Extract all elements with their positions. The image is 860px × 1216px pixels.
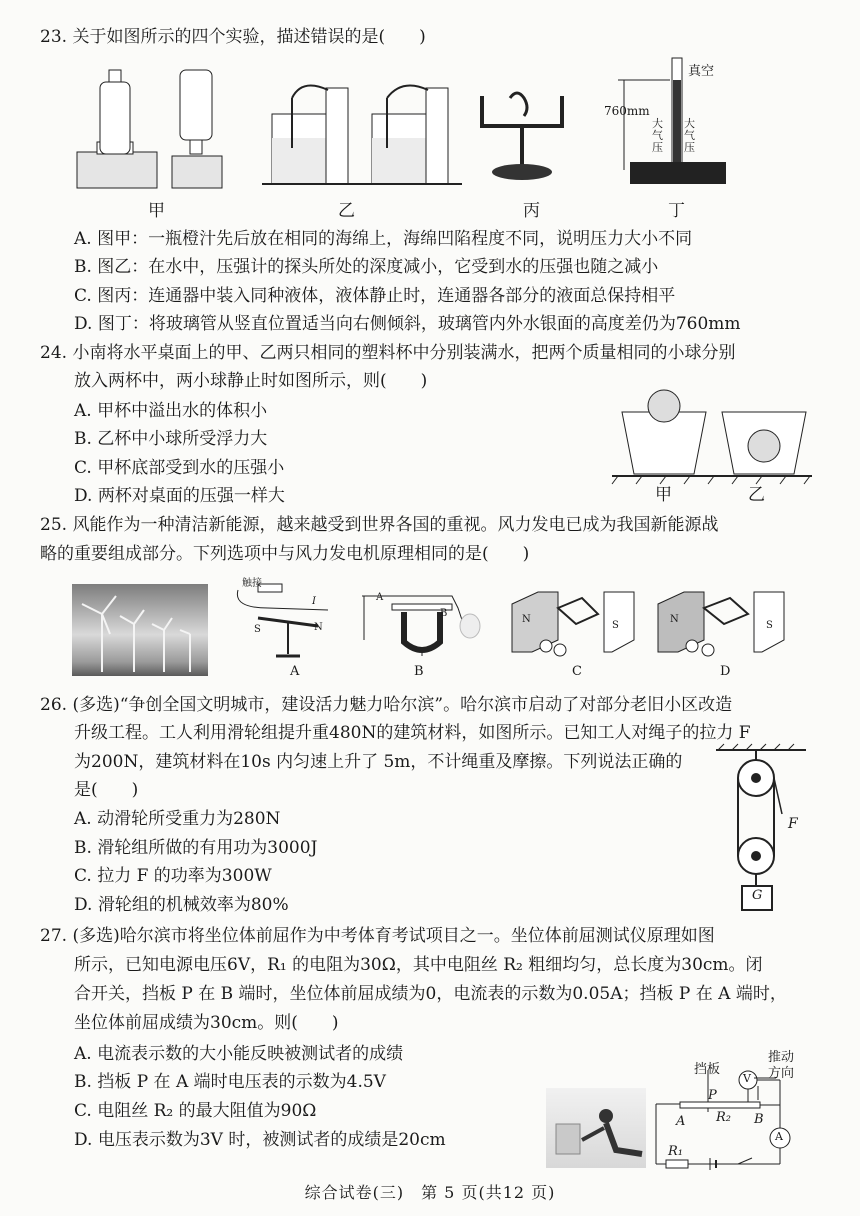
q23-label-vacuum: 真空 <box>688 64 715 79</box>
q23-caption-ding: 丁 <box>668 201 685 221</box>
q25-caption-a: A <box>290 664 300 679</box>
q27-label-push-2: 方向 <box>768 1066 795 1081</box>
q27-option-d: D. 电压表示数为3V 时，被测试者的成绩是20cm <box>74 1130 446 1150</box>
q27-label-a-end: A <box>676 1114 686 1129</box>
q25-a-label-current: I <box>312 596 316 607</box>
q27-label-ammeter: A <box>775 1130 783 1143</box>
q26-option-d: D. 滑轮组的机械效率为80% <box>74 895 289 915</box>
q25-d-label-n: N <box>670 614 679 625</box>
q27-label-r2: R₂ <box>716 1110 731 1125</box>
q25-c-label-n: N <box>522 614 531 625</box>
q27-option-c: C. 电阻丝 R₂ 的最大阻值为90Ω <box>74 1101 317 1121</box>
q23-option-c: C. 图丙：连通器中装入同种液体，液体静止时，连通器各部分的液面总保持相平 <box>74 286 676 306</box>
q23-label-atm-left: 大气压 <box>652 117 663 154</box>
q23-fig-jia <box>72 66 262 192</box>
q23-option-a: A. 图甲：一瓶橙汁先后放在相同的海绵上，海绵凹陷程度不同，说明压力大小不同 <box>74 229 693 249</box>
q24-option-d: D. 两杯对桌面的压强一样大 <box>74 486 285 506</box>
q27-stem-line4: 坐位体前屈成绩为30cm。则( ) <box>74 1013 339 1033</box>
q25-wind-turbine-photo <box>72 584 208 676</box>
q26-option-b: B. 滑轮组所做的有用功为3000J <box>74 838 318 858</box>
q23-caption-bing: 丙 <box>523 201 540 221</box>
q25-caption-b: B <box>414 664 424 679</box>
q23-option-b: B. 图乙：在水中，压强计的探头所处的深度减小，它受到水的压强也随之减小 <box>74 257 659 277</box>
q25-fig-a <box>228 578 338 658</box>
q25-d-label-s: S <box>766 620 773 631</box>
q26-label-force: F <box>788 816 798 832</box>
q27-label-push-1: 推动 <box>768 1050 795 1065</box>
q25-a-label-n: N <box>314 622 323 633</box>
page-footer: 综合试卷(三) 第 5 页(共12 页) <box>304 1183 556 1202</box>
q23-caption-jia: 甲 <box>148 201 165 221</box>
q25-b-label-a: A <box>376 592 384 603</box>
q27-stem-line2: 所示，已知电源电压6V，R₁ 的电阻为30Ω，其中电阻丝 R₂ 粗细均匀，总长度为30cm。闭 <box>74 955 763 975</box>
q26-label-load: G <box>752 888 763 903</box>
q25-fig-c <box>512 584 642 660</box>
q27-option-a: A. 电流表示数的大小能反映被测试者的成绩 <box>74 1044 404 1064</box>
q25-a-label-s: S <box>254 624 261 635</box>
q26-option-a: A. 动滑轮所受重力为280N <box>74 809 281 829</box>
q26-stem-line1: 26. (多选)“争创全国文明城市，建设活力魅力哈尔滨”。哈尔滨市启动了对部分老旧小区改造 <box>40 695 733 715</box>
q27-option-b: B. 挡板 P 在 A 端时电压表的示数为4.5V <box>74 1072 386 1092</box>
q24-option-c: C. 甲杯底部受到水的压强小 <box>74 458 285 478</box>
q25-caption-d: D <box>720 664 731 679</box>
q25-c-label-s: S <box>612 620 619 631</box>
q27-stem-line1: 27. (多选)哈尔滨市将坐位体前屈作为中考体育考试项目之一。坐位体前屈测试仪原理如图 <box>40 926 715 946</box>
q25-caption-c: C <box>572 664 582 679</box>
q26-stem-line3: 为200N，建筑材料在10s 内匀速上升了 5m，不计绳重及摩擦。下列说法正确的 <box>74 752 683 772</box>
q26-stem-line2: 升级工程。工人利用滑轮组提升重480N的建筑材料，如图所示。已知工人对绳子的拉力 F <box>74 723 751 743</box>
q24-fig-cups <box>612 392 812 488</box>
q23-fig-bing <box>472 86 572 186</box>
q23-label-atm-right: 大气压 <box>684 117 695 154</box>
q23-stem: 23. 关于如图所示的四个实验，描述错误的是( ) <box>40 27 426 47</box>
q23-caption-yi: 乙 <box>338 201 355 221</box>
q24-option-b: B. 乙杯中小球所受浮力大 <box>74 429 268 449</box>
q27-label-p: P <box>708 1088 717 1103</box>
q27-sit-and-reach-photo <box>546 1088 646 1168</box>
q24-stem-line2: 放入两杯中，两小球静止时如图所示，则( ) <box>74 371 428 391</box>
q27-label-b-end: B <box>754 1112 764 1127</box>
q27-label-voltmeter: V <box>743 1072 751 1085</box>
q24-option-a: A. 甲杯中溢出水的体积小 <box>74 401 268 421</box>
q23-option-d: D. 图丁：将玻璃管从竖直位置适当向右侧倾斜，玻璃管内外水银面的高度差仍为760mm <box>74 314 741 334</box>
q25-fig-d <box>658 584 798 660</box>
q27-stem-line3: 合开关，挡板 P 在 B 端时，坐位体前屈成绩为0，电流表的示数为0.05A；挡板 P 在 A 端时， <box>74 984 787 1004</box>
q23-fig-ding <box>600 58 740 188</box>
q25-fig-b <box>352 580 482 660</box>
q27-label-baffle: 挡板 <box>694 1062 721 1077</box>
q23-label-760mm: 760mm <box>604 104 650 118</box>
q27-label-r1: R₁ <box>668 1144 683 1159</box>
q23-fig-yi <box>262 78 472 190</box>
q24-caption-yi: 乙 <box>748 485 765 505</box>
q24-caption-jia: 甲 <box>655 485 672 505</box>
q26-stem-line4: 是( ) <box>74 780 139 800</box>
q25-stem-line2: 略的重要组成部分。下列选项中与风力发电机原理相同的是( ) <box>40 544 530 564</box>
q25-a-label-touch: 触接 <box>242 578 262 589</box>
q25-b-label-b: B <box>440 608 448 619</box>
q24-stem-line1: 24. 小南将水平桌面上的甲、乙两只相同的塑料杯中分别装满水，把两个质量相同的小球分别 <box>40 343 736 363</box>
q25-stem-line1: 25. 风能作为一种清洁新能源，越来越受到世界各国的重视。风力发电已成为我国新能源战 <box>40 515 719 535</box>
q26-option-c: C. 拉力 F 的功率为300W <box>74 866 272 886</box>
